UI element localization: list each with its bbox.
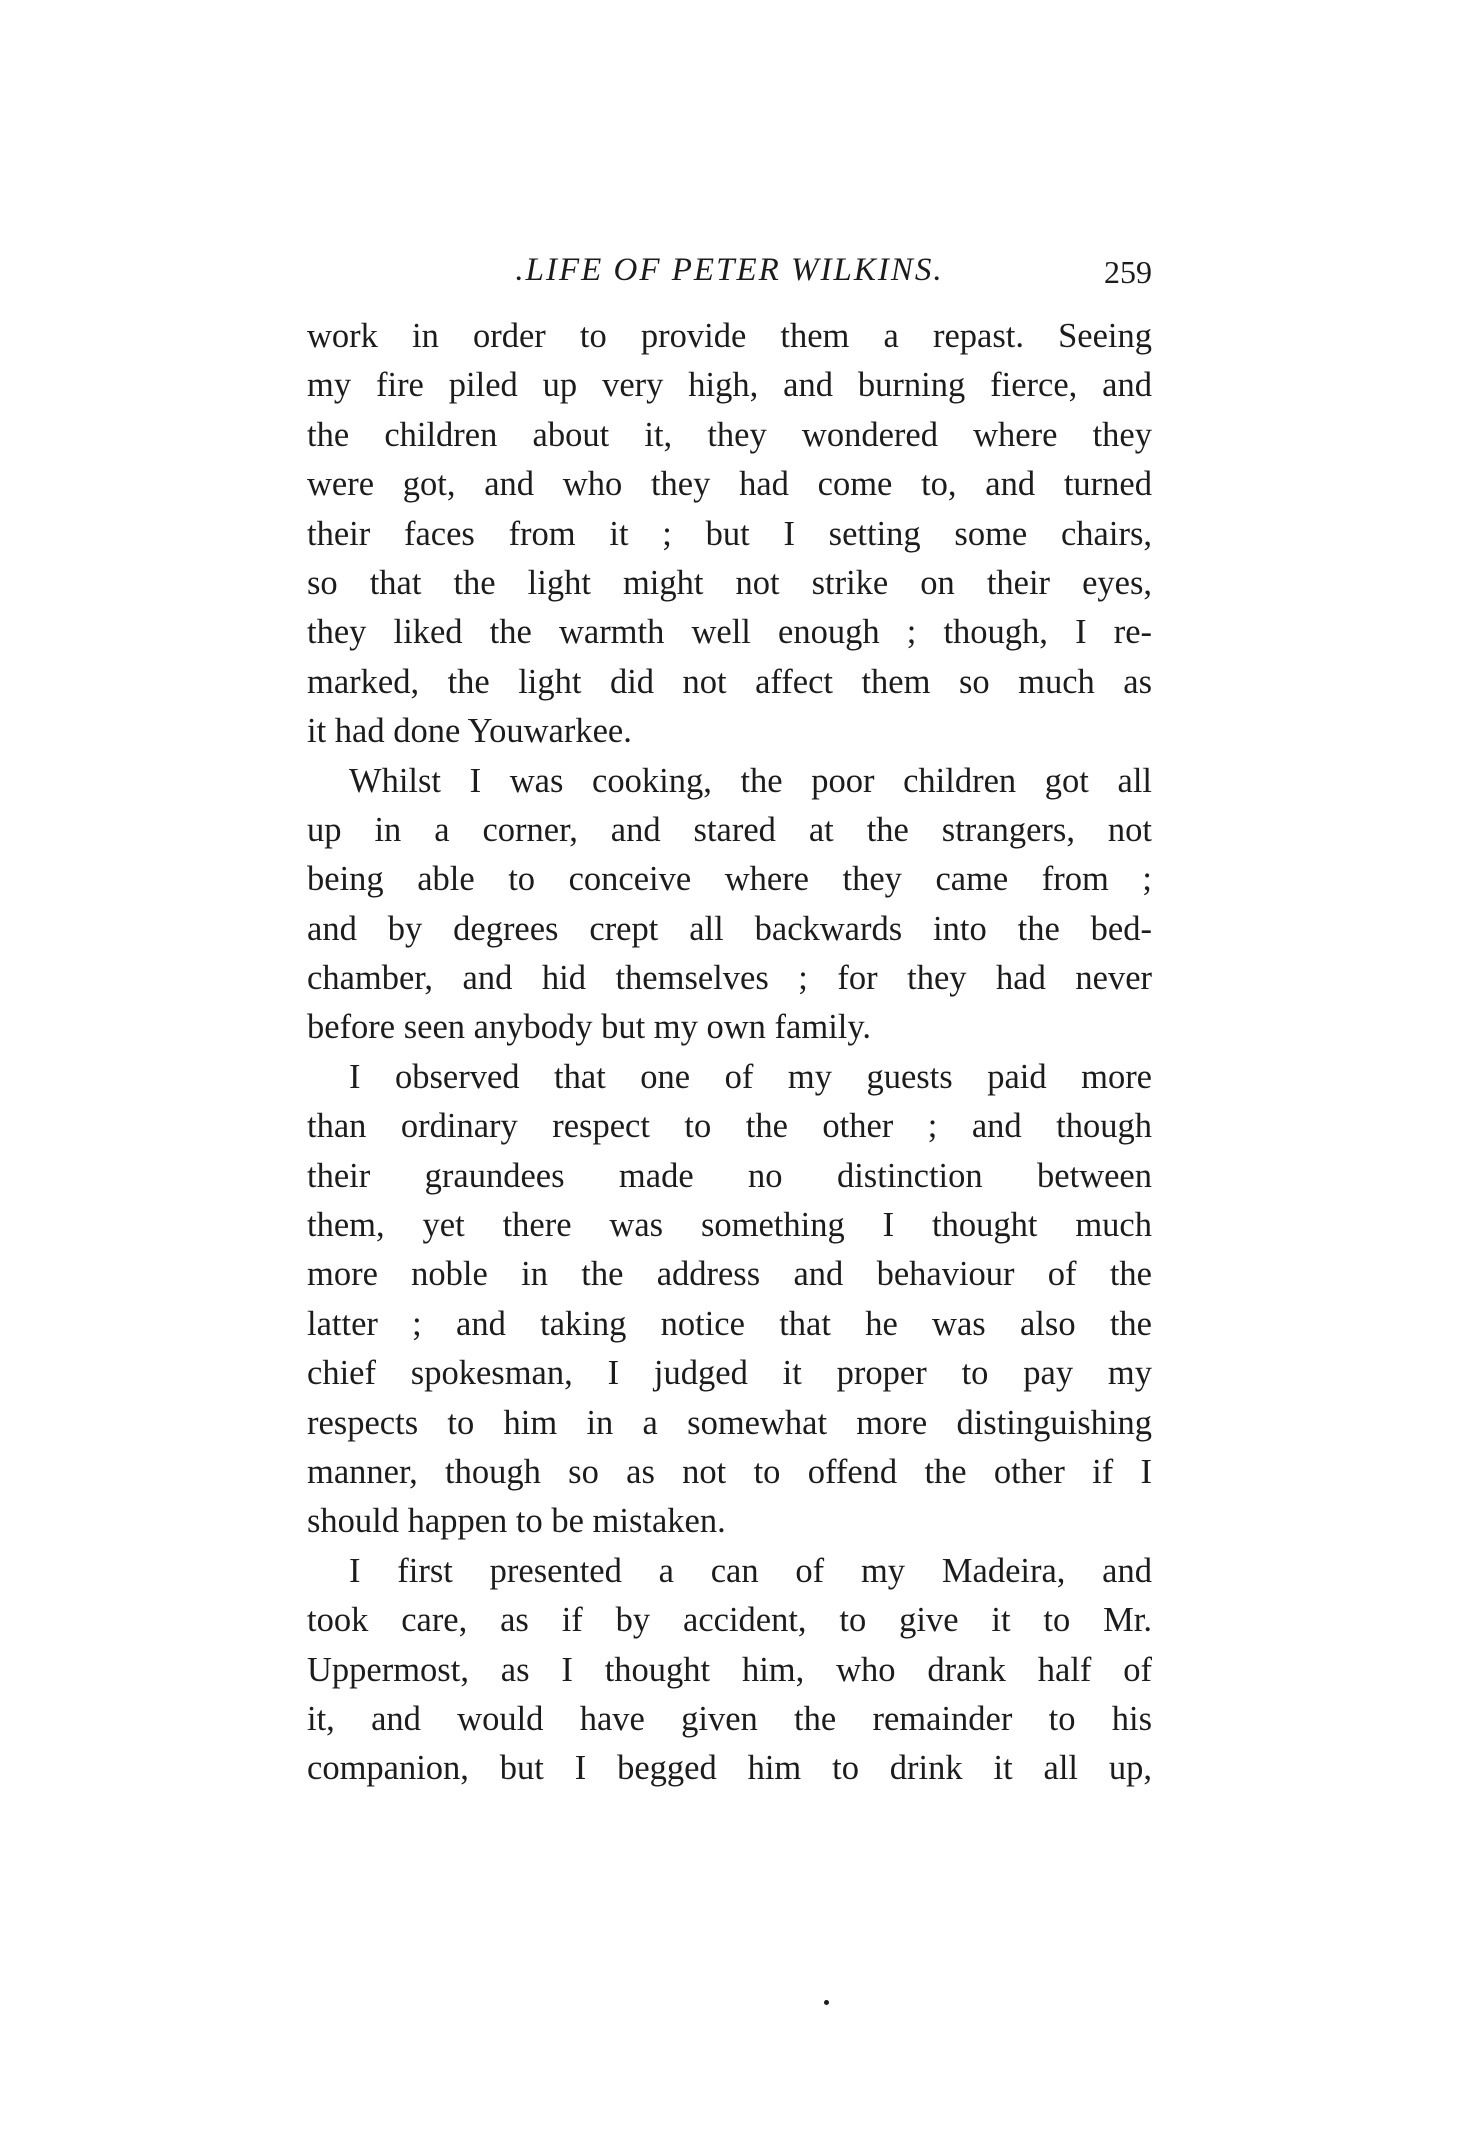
text-line: I observed that one of my guests paid more — [349, 1057, 1152, 1096]
text-line: their faces from it ; but I setting some chairs, — [307, 514, 1152, 553]
text-line: respects to him in a somewhat more distinguishing — [307, 1403, 1152, 1442]
text-line: chamber, and hid themselves ; for they had never — [307, 959, 1152, 998]
text-line: companion, but I begged him to drink it all up, — [307, 1749, 1152, 1788]
text-line: manner, though so as not to offend the other if I — [307, 1452, 1152, 1491]
running-head — [307, 248, 1152, 292]
text-line: work in order to provide them a repast. Seeing — [307, 317, 1152, 355]
body-text — [307, 312, 1152, 1952]
text-line: and by degrees crept all backwards into the bed- — [307, 909, 1152, 948]
text-line: should happen to be mistaken. — [307, 1502, 726, 1541]
running-title: .LIFE OF PETER WILKINS. — [515, 252, 944, 288]
text-line: them, yet there was something I thought much — [307, 1206, 1152, 1245]
text-line: it, and would have given the remainder to his — [307, 1699, 1152, 1738]
text-line: before seen anybody but my own family. — [307, 1008, 871, 1047]
text-line: were got, and who they had come to, and turned — [307, 465, 1152, 504]
text-line: than ordinary respect to the other ; and though — [307, 1107, 1152, 1146]
text-line: marked, the light did not affect them so much as — [307, 662, 1152, 701]
printer-dot-mark — [824, 2000, 829, 2005]
text-line: took care, as if by accident, to give it to Mr. — [307, 1601, 1152, 1640]
paragraph — [307, 312, 1152, 757]
text-line: so that the light might not strike on their eyes, — [307, 563, 1152, 602]
page-number: 259 — [1104, 254, 1152, 290]
paragraph — [307, 757, 1152, 1053]
text-line: they liked the warmth well enough ; though, I re- — [307, 613, 1152, 652]
text-line: more noble in the address and behaviour of the — [307, 1255, 1152, 1294]
text-line: up in a corner, and stared at the strangers, not — [307, 810, 1152, 849]
text-line: Whilst I was cooking, the poor children got all — [349, 761, 1152, 800]
text-line: chief spokesman, I judged it proper to pay my — [307, 1354, 1152, 1393]
paragraph — [307, 1053, 1152, 1547]
text-line: being able to conceive where they came from ; — [307, 860, 1152, 899]
text-line: it had done Youwarkee. — [307, 712, 632, 751]
text-line: I first presented a can of my Madeira, and — [349, 1551, 1152, 1590]
text-line: latter ; and taking notice that he was also the — [307, 1304, 1152, 1343]
text-line: the children about it, they wondered where they — [307, 415, 1152, 454]
paragraph — [307, 1547, 1152, 1794]
text-line: their graundees made no distinction between — [307, 1156, 1152, 1195]
text-line: my fire piled up very high, and burning fierce, and — [307, 366, 1152, 405]
text-line: Uppermost, as I thought him, who drank half of — [307, 1650, 1152, 1689]
